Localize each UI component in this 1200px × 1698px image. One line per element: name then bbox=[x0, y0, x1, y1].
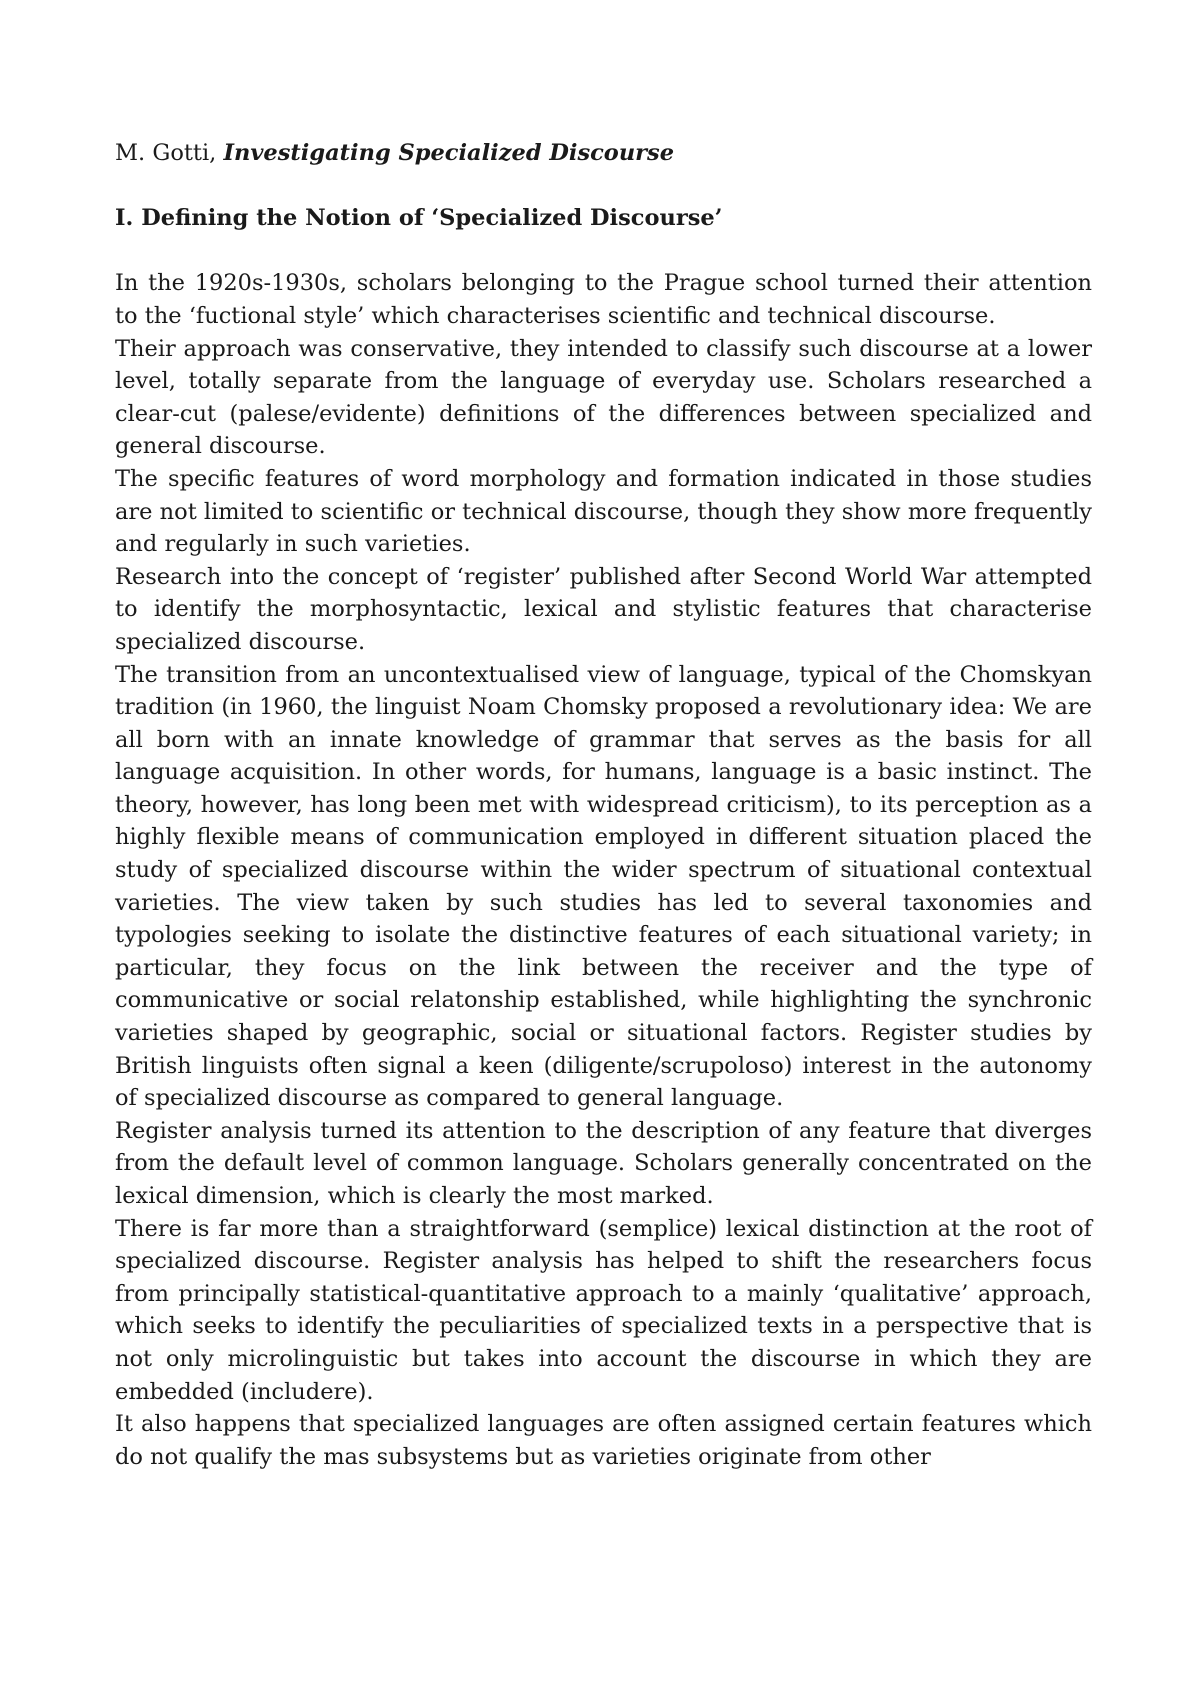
book-title: Investigating Specialized Discourse bbox=[223, 140, 675, 166]
paragraph: It also happens that specialized languages are often assigned certain features which do not qualify the mas subsystems but as varieties originate from other bbox=[115, 1411, 1092, 1470]
paragraph: The transition from an uncontextualised view of language, typical of the Chomskyan tradition (in 1960, the linguist Noam Chomsky proposed a revolutionary idea: We are all born with an innate knowledge of grammar that serves as the basis for all language acquisition. In other words, for humans, language is a basic instinct. The theory, however, has long been met with widespread criticism), to its perception as a highly flexible means of communication employed in different situation placed the study of specialized discourse within the wider spectrum of situational contextual varieties. The view taken by such studies has led to several taxonomies and typologies seeking to isolate the distinctive features of each situational variety; in particular, they focus on the link between the receiver and the type of communicative or social relatonship established, while highlighting the synchronic varieties shaped by geographic, social or situational factors. Register studies by British linguists often signal a keen (diligente/scrupoloso) interest in the autonomy of specialized discourse as compared to general language. bbox=[115, 661, 1092, 1112]
section-title: I. Defining the Notion of ‘Specialized Discourse’ bbox=[115, 205, 723, 232]
paragraph: There is far more than a straightforward (semplice) lexical distinction at the root of specialized discourse. Register analysis has helped to shift the researchers focus from principally statistical-quantitative approach to a mainly ‘qualitative’ approach, which seeks to identify the peculiarities of specialized texts in a perspective that is not only microlinguistic but takes into account the discourse in which they are embedded (includere). bbox=[115, 1215, 1092, 1405]
paragraph: In the 1920s-1930s, scholars belonging to the Prague school turned their attention to the ‘fuctional style’ which characterises scientific and technical discourse. bbox=[115, 270, 1092, 329]
document-heading bbox=[115, 137, 1092, 170]
author-name: M. Gotti, bbox=[115, 140, 224, 166]
paragraph: Register analysis turned its attention to the description of any feature that diverges from the default level of common language. Scholars generally concentrated on the lexical dimension, which is clearly the most marked. bbox=[115, 1117, 1092, 1209]
paragraph: Their approach was conservative, they intended to classify such discourse at a lower level, totally separate from the language of everyday use. Scholars researched a clear-cut (palese/evidente) definitions of the differences between specialized and general discourse. bbox=[115, 335, 1092, 460]
paragraph: Research into the concept of ‘register’ published after Second World War attempted to identify the morphosyntactic, lexical and stylistic features that characterise specialized discourse. bbox=[115, 563, 1092, 655]
paragraph: The specific features of word morphology and formation indicated in those studies are not limited to scientific or technical discourse, though they show more frequently and regularly in such varieties. bbox=[115, 465, 1092, 558]
document-page bbox=[115, 137, 1092, 1473]
